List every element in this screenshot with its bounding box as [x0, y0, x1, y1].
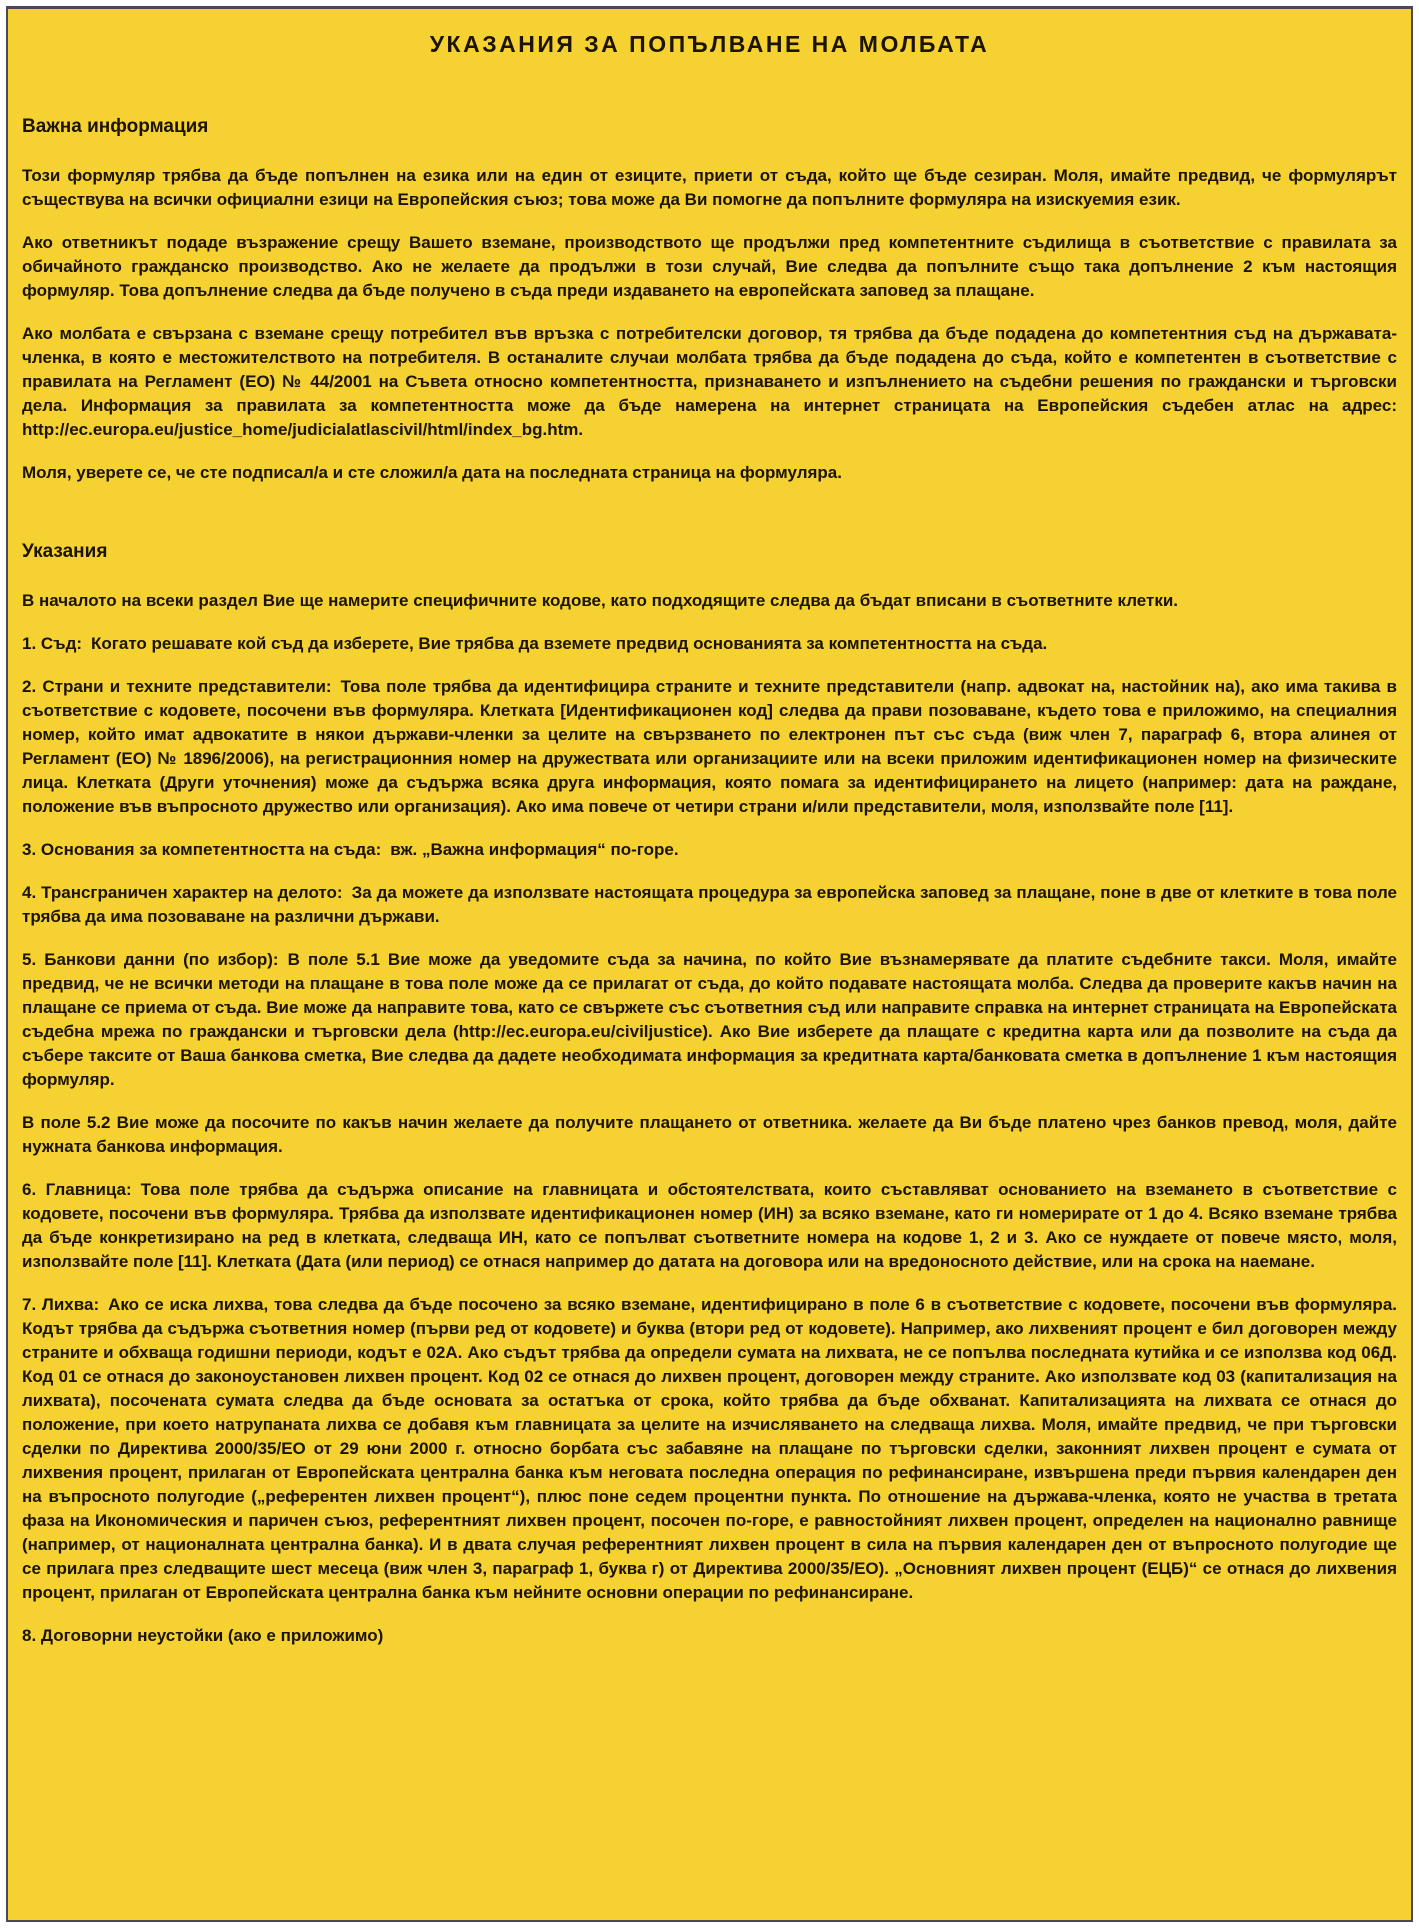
- instruction-item-text: Когато решавате кой съд да изберете, Вие трябва да вземете предвид основанията за компетентността на съда.: [91, 634, 1048, 653]
- instructions-section: [22, 541, 1397, 1648]
- instruction-item-label: 3. Основания за компетентността на съда:: [22, 840, 382, 859]
- instruction-items: [22, 632, 1397, 1648]
- info-paragraph: Този формуляр трябва да бъде попълнен на езика или на един от езиците, приети от съда, който ще бъде сезиран. Моля, имайте предвид, че формулярът съществува на всички официални езици на Европейския съюз; това може да Ви помогне да попълните формуляра на изискуемия език.: [22, 166, 1397, 209]
- instruction-item: [22, 1293, 1397, 1605]
- important-info-paragraphs: [22, 164, 1397, 485]
- instruction-item-text: Това поле трябва да съдържа описание на главницата и обстоятелствата, които съставляват основанието на вземането в съответствие с кодовете, посочени във формуляра. Трябва да използвате идентификационен номер (ИН) за всяко вземане, като ги номерирате от 1 до 4. Всяко вземане трябва да бъде конкретизирано на ред в клетката, следваща ИН, като се попълват съответните номера на кодове 1, 2 и 3. Ако се нуждаете от повече място, моля, използвайте поле [11]. Клетката (Дата (или период) се отнася например до датата на договора или на вредоносното действие, или на срока на наемане.: [22, 1180, 1398, 1271]
- instruction-item-text: вж. „Важна информация“ по-горе.: [390, 840, 679, 859]
- instructions-heading: Указания: [22, 541, 108, 562]
- page-title: УКАЗАНИЯ ЗА ПОПЪЛВАНЕ НА МОЛБАТА: [429, 31, 990, 57]
- instruction-item-label: 5. Банкови данни (по избор):: [22, 950, 279, 969]
- instructions-page: [6, 6, 1413, 1922]
- instruction-item: [22, 632, 1397, 656]
- important-info-heading: Важна информация: [22, 116, 209, 137]
- instruction-item-text: За да можете да използвате настоящата процедура за европейска заповед за плащане, поне в две от клетките в това поле трябва да има позоваване на различни държави.: [22, 883, 1397, 926]
- info-paragraph: Ако молбата е свързана с вземане срещу потребител във връзка с потребителски договор, тя трябва да бъде подадена до компетентния съд на държавата-членка, в която е местожителството на потребителя. В останалите случаи молбата трябва да бъде подадена до съда, който е компетентен в съответствие с правилата на Регламент (ЕО) № 44/2001 на Съвета относно компетентността, признаването и изпълнението на съдебни решения по граждански и търговски дела. Информация за правилата за компетентността може да бъде намерена на интернет страницата на Европейския съдебен атлас на адрес: http://ec.europa.eu/justice_home/judicialatlascivil/html/index_bg.htm.: [22, 324, 1397, 439]
- instruction-item-text: В поле 5.1 Вие може да уведомите съда за начина, по който Вие възнамерявате да платите съдебните такси. Моля, имайте предвид, че не всички методи на плащане в това поле може да се прилагат от съда, до който подавате настоящата молба. Следва да проверите какъв начин на плащане се приема от съда. Вие може да направите това, като се свържете със съответния съд или направите справка на интернет страницата на Европейската съдебна мрежа по граждански и търговски дела (http://ec.europa.eu/civiljustice). Ако Вие изберете да плащате с кредитна карта или да позволите на съда да събере таксите от Ваша банкова сметка, Вие следва да дадете необходимата информация за кредитната карта/банковата сметка в допълнение 1 към настоящия формуляр.: [22, 950, 1397, 1089]
- instruction-item: [22, 838, 1397, 862]
- instruction-item-text: Ако се иска лихва, това следва да бъде посочено за всяко вземане, идентифицирано в поле 6 в съответствие с кодовете, посочени във формуляра. Кодът трябва да съдържа съответния номер (първи ред от кодовете) и буква (втори ред от кодовете). Например, ако лихвеният процент е бил договорен между страните и обхваща годишни периоди, кодът е 02А. Ако съдът трябва да определи сумата на лихвата, не се попълва последната кутийка и се използва код 06Д. Код 01 се отнася до законоустановен лихвен процент. Код 02 се отнася до лихвен процент, договорен между страните. Ако използвате код 03 (капитализация на лихвата), посочената сумата следва да бъде основата за остатъка от срока, който трябва да бъде обхванат. Капитализацията на лихвата се отнася до положение, при което натрупаната лихва се добавя към главницата за целите на изчисляването на следваща лихва. Моля, имайте предвид, че при търговски сделки по Директива 2000/35/ЕО от 29 юни 2000 г. относно борбата със забавяне на плащане по търговски сделки, законният лихвен процент е сумата от лихвения процент, прилаган от Европейската централна банка към неговата последна операция по рефинансиране, извършена преди първия календарен ден на въпросното полугодие („референтен лихвен процент“), плюс поне седем процентни пункта. По отношение на държава-членка, която не участва в третата фаза на Икономическия и паричен съюз, референтният лихвен процент, посочен по-горе, е равностойният лихвен процент, определен на национално равнище (например, от националната централна банка). И в двата случая референтният лихвен процент в сила на първия календарен ден от въпросното полугодие ще се прилага през следващите шест месеца (виж член 3, параграф 1, буква г) от Директива 2000/35/ЕО). „Основният лихвен процент (ЕЦБ)“ се отнася до лихвения процент, прилаган от Европейската централна банка към нейните основни операции по рефинансиране.: [22, 1295, 1397, 1602]
- instruction-item: [22, 881, 1397, 929]
- instruction-item-label: 8. Договорни неустойки (ако е приложимо): [22, 1626, 384, 1645]
- instruction-item-label: 6. Главница:: [22, 1180, 132, 1199]
- instruction-item: [22, 1624, 1397, 1648]
- instruction-item-text: Това поле трябва да идентифицира страните и техните представители (напр. адвокат на, настойник на), ако има такива в съответствие с кодовете, посочени във формуляра. Клетката [Идентификационен код] следва да прави позоваване, където това е приложимо, на специалния номер, който имат адвокатите в някои държави-членки за целите на свързването по електронен път със съда (виж член 7, параграф 6, втора алинея от Регламент (ЕО) № 1896/2006), на регистрационния номер на дружествата или организациите или на всеки приложим идентификационен номер на физическите лица. Клетката (Други уточнения) може да съдържа всяка друга информация, която помага за идентифицирането на лицето (например: дата на раждане, положение във въпросното дружество или организация). Ако има повече от четири страни и/или представители, моля, използвайте поле [11].: [22, 677, 1397, 816]
- important-info-section: [22, 116, 1397, 485]
- instruction-item-label: 1. Съд:: [22, 634, 83, 653]
- info-paragraph: Моля, уверете се, че сте подписал/а и сте сложил/а дата на последната страница на формуляра.: [22, 463, 842, 482]
- instruction-item: [22, 1178, 1397, 1274]
- instruction-item: [22, 948, 1397, 1092]
- info-paragraph: Ако ответникът подаде възражение срещу Вашето вземане, производството ще продължи пред компетентните съдилища в съответствие с правилата за обичайното гражданско производство. Ако не желаете да продължи в този случай, Вие следва да попълните също така допълнение 2 към настоящия формуляр. Това допълнение следва да бъде получено в съда преди издаването на европейската заповед за плащане.: [22, 233, 1397, 300]
- instruction-paragraph: [22, 1111, 1397, 1159]
- instruction-item: [22, 675, 1397, 819]
- instruction-item-text: В поле 5.2 Вие може да посочите по какъв начин желаете да получите плащането от ответника. желаете да Ви бъде платено чрез банков превод, моля, дайте нужната банкова информация.: [22, 1113, 1397, 1156]
- instruction-item-label: 4. Трансграничен характер на делото:: [22, 883, 343, 902]
- instruction-item-label: 2. Страни и техните представители:: [22, 677, 332, 696]
- instruction-item-label: 7. Лихва:: [22, 1295, 100, 1314]
- instructions-intro: В началото на всеки раздел Вие ще намерите специфичните кодове, като подходящите следва да бъдат вписани в съответните клетки.: [22, 591, 1179, 610]
